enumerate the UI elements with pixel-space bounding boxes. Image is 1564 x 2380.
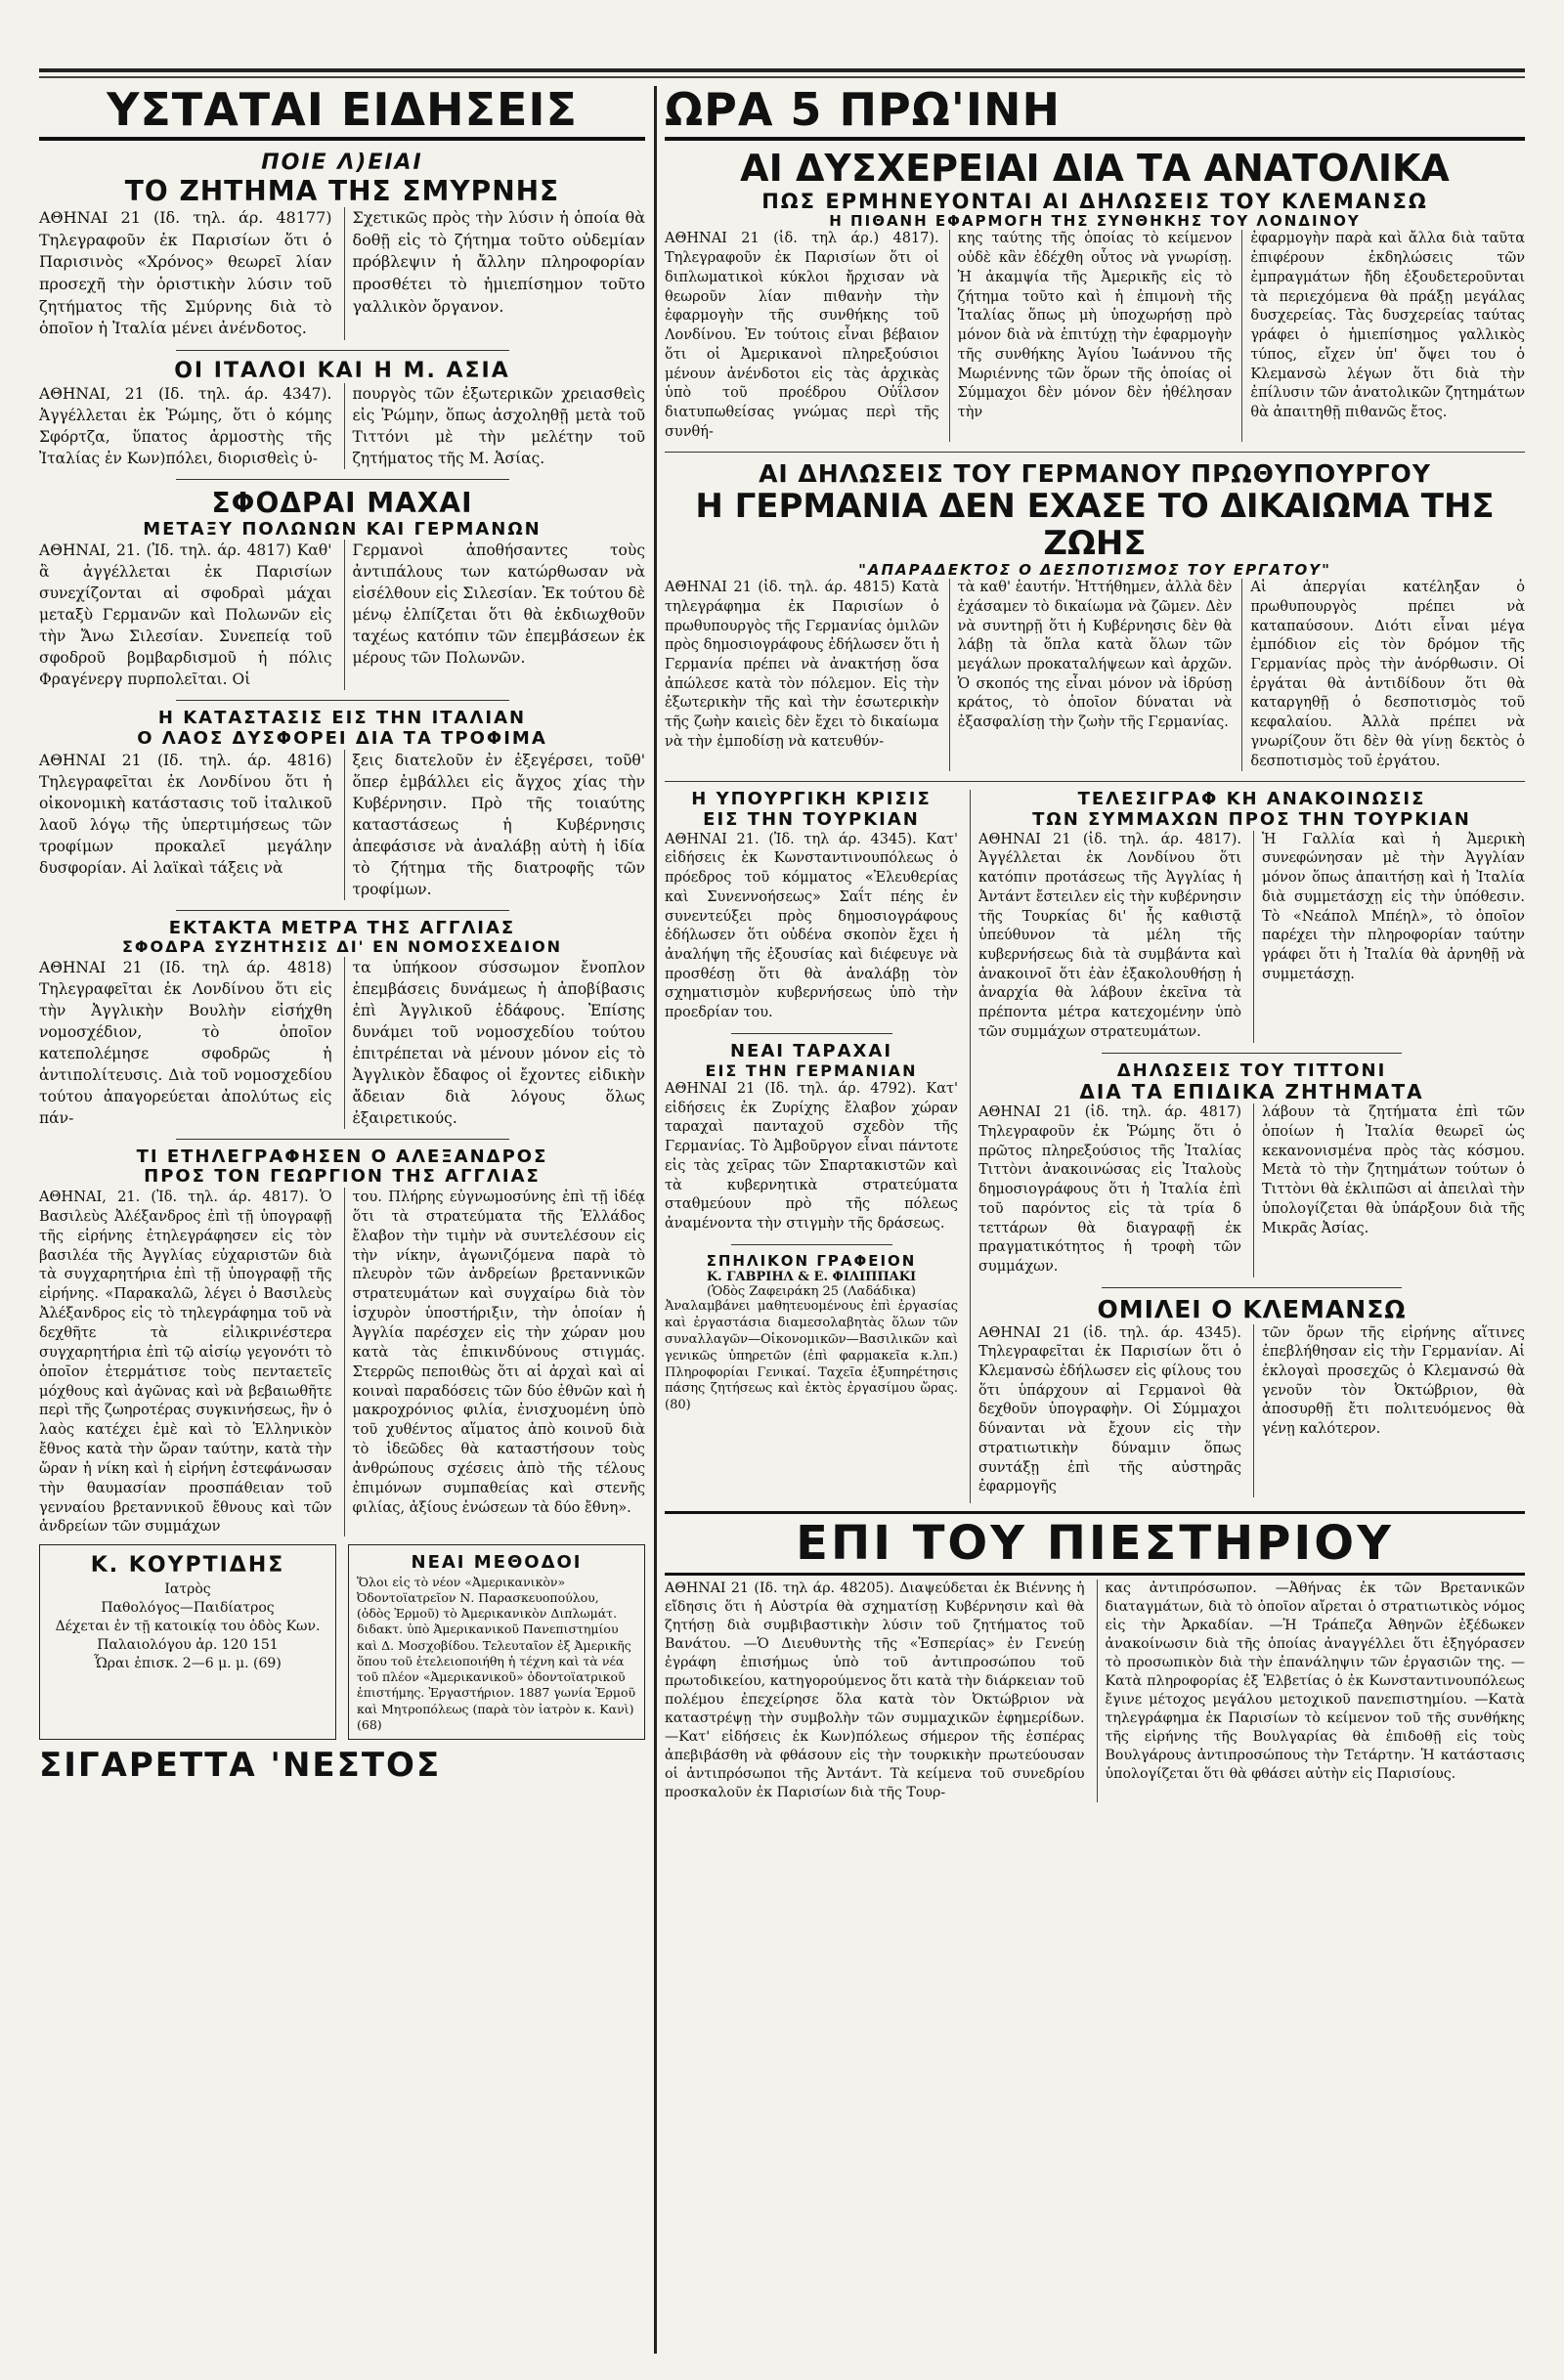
story-anatolika-subhead: ΠΩΣ ΕΡΜΗΝΕΥΟΝΤΑΙ ΑΙ ΔΗΛΩΣΕΙΣ ΤΟΥ ΚΛΕΜΑΝΣΩ xyxy=(761,190,1428,214)
ad-doctor xyxy=(39,1544,336,1740)
story-germany-text-c: Αἱ ἀπεργίαι κατέληξαν ὁ πρωθυπουργὸς πρέπει νὰ καταπαύσουν. Διότι εἶναι μέγα ἐμπόδιον εἰς τὸν δρόμον τῆς Γερμανίας πρὸς τὴν ἀνόρθωσιν. Οἱ ἐργάται θὰ ἀντιδίδουν ὅτι θὰ καταργηθῇ ὁ δεσποτισμὸς τοῦ κεφαλαίου. Ἀλλὰ πρέπει νὰ γνωρίζουν ὅτι δὲν θὰ γίνῃ δεκτὸς ὁ δεσποτισμὸς τοῦ ἐργάτου. xyxy=(1241,579,1525,771)
ad-employment-address: (Ὁδὸς Ζαφειράκη 25 (Λαδάδικα) xyxy=(707,1284,916,1299)
story-aegean xyxy=(39,919,645,1129)
ad-methods-text: Ὅλοι εἰς τὸ νέον «Ἀμερικανικὸν» Ὀδοντοϊατρεῖον Ν. Παρασκευοπούλου, (ὁδὸς Ἑρμοῦ) τὸ Ἀμερικανικὸν Διπλωμάτ. διδακτ. ὑπὸ Ἀμερικανικοῦ Πανεπιστημίου καὶ Δ. Μοσχοβίδου. Τελευταῖον ἐξ Ἀμερικῆς ὅπου τοῦ ἐτελειοποιήθη ἡ τέχνη καὶ τὰ νέα τοῦ πλέον «Ἀμερικανικοῦ» ὀδοντοϊατρικοῦ ἐπιστήμης. Ἐργαστήριον. 1887 γωνία Ἐρμοῦ καὶ Μητροπόλεως (παρὰ τὸν ἰατρὸν κ. Κανὶ) (68) xyxy=(357,1574,636,1732)
story-battles-subhead: ΜΕΤΑΞΥ ΠΟΛΩΝΩΝ ΚΑΙ ΓΕΡΜΑΝΩΝ xyxy=(143,518,542,540)
section-title-5am: ΩΡΑ 5 ΠΡΩ'ΙΝΗ xyxy=(665,86,1525,141)
story-smyrna-headline: ΤΟ ΖΗΤΗΜΑ ΤΗΣ ΣΜΥΡΝΗΣ xyxy=(124,174,560,207)
story-unrest-headline: ΝΕΑΙ ΤΑΡΑΧΑΙ xyxy=(729,1040,893,1061)
story-italy-state-subhead: Ο ΛΑΟΣ ΔΥΣΦΟΡΕΙ ΔΙΑ ΤΑ ΤΡΟΦΙΜΑ xyxy=(137,727,547,749)
ad-employment-text: Ἀναλαμβάνει μαθητευομένους ἐπὶ ἐργασίας καὶ ἐργαστάσια διαμεσολαβητὰς ὅλων τῶν συναλλαγῶν—Οἰκονομικῶν—Βασιλικῶν καὶ γενικῶς ὑπηρετῶν (ἐπὶ φαρμακεῖα κ.λπ.) Πληροφορίαι Γενικαί. Ταχεῖα ἐξυπηρέτησις πάσης ζητήσεως καὶ ἐκτὸς ἐργασίμου ὥρας. (80) xyxy=(665,1299,958,1413)
story-tittoni xyxy=(978,1061,1525,1277)
ad-doctor-hours: Ὧραι ἐπισκ. 2—6 μ. μ. (69) xyxy=(94,1655,282,1671)
story-turkey-crisis-headline: Η ΥΠΟΥΡΓΙΚΗ ΚΡΙΣΙΣ xyxy=(691,789,932,810)
story-smyrna-text-b: Σχετικῶς πρὸς τὴν λύσιν ἡ ὁποία θὰ δοθῇ εἰς τὸ ζήτημα τοῦτο οὐδεμίαν πρόβλεψιν ἡ ἄλλην πληροφορίαν προσθέτει τὸ ἡμιεπίσημον τοῦτο γαλλικὸν ὄργανον. xyxy=(344,207,646,340)
story-press-text-b: κας ἀντιπρόσωπον. —Ἀθήνας ἐκ τῶν Βρετανικῶν διαταγμάτων, διὰ τὸ ὁποῖον αἴρεται ὁ στρατιωτικὸς νόμος εἰς τὴν Ἀρκαδίαν. —Ἡ Τράπεζα Ἀθηνῶν ἐξέδωκεν ἀνακοίνωσιν διὰ τῆς ὁποίας ἀναγγέλλει ὅτι ἐξηγόρασεν τὸ προσωπικὸν διὰ τὴν ἐπανάληψιν τῶν ἐργασιῶν της. —Κατὰ πληροφορίας ἐξ Ἑλβετίας ὁ ἐκ Κωνσταντινουπόλεως ἔγινε μέτοχος μεγάλου μετοχικοῦ πανεπιστημίου. —Κατὰ τηλεγράφημα ἐκ Παρισίων τὸ κείμενον τοῦ τῆς συνθήκης τῆς εἰρήνης τῆς Βουλγαρίας θὰ ἐπιδοθῇ εἰς τοὺς Βουλγάρους ἀντιπροσώπους τὴν Τετάρτην. Ἡ κατάστασις ὑπολογίζεται ὅτι θὰ φθάσει αὐτὴν εἰς Παρισίους. xyxy=(1097,1579,1526,1802)
story-unrest-subhead: ΕΙΣ ΤΗΝ ΓΕΡΜΑΝΙΑΝ xyxy=(705,1060,918,1080)
story-turkey-crisis-subhead: ΕΙΣ ΤΗΝ ΤΟΥΡΚΙΑΝ xyxy=(703,809,920,831)
story-italians-text-b: πουργὸς τῶν ἐξωτερικῶν χρειασθεὶς εἰς Ῥώμην, ὅπως ἀσχοληθῇ μετὰ τοῦ Τιττόνι μὲ τὴν μελέτην τοῦ ζητήματος τῆς Μ. Ἀσίας. xyxy=(344,383,646,469)
story-italy-state-text-b: ξεις διατελοῦν ἐν ἐξεγέρσει, τοῦθ' ὅπερ ἐμβάλλει εἰς ἄγχος χίας τὴν Κυβέρνησιν. Πρὸ τῆς τοιαύτης καταστάσεως ἡ Κυβέρνησις ἀπεφάσισε νὰ ἀναλάβῃ αὐτὴ ἡ ἰδία τὸ ζήτημα τῆς διατροφῆς τῶν τροφίμων. xyxy=(344,750,646,900)
story-alexander xyxy=(39,1147,645,1537)
story-anatolika-headline: ΑΙ ΔΥΣΧΕΡΕΙΑΙ ΔΙΑ ΤΑ ΑΝΑΤΟΛΙΚΑ xyxy=(740,147,1450,191)
story-battles-headline: ΣΦΟΔΡΑΙ ΜΑΧΑΙ xyxy=(211,487,473,520)
story-ultimatum-text-b: Ἡ Γαλλία καὶ ἡ Ἀμερικὴ συνεφώνησαν μὲ τὴν Ἀγγλίαν μόνον ὅπως ἀπαιτήσῃ καὶ ἡ Ἰταλία διὰ συμμετάσχῃ εἰς τὴν ὑπόθεσιν. Τὸ «Νεάπολ Μπέηλ», τὸ ὁποῖον παρέχει τὴν πληροφορίαν ταύτην γράφει ὅτι ἡ Ἰταλία θὰ ἀρνηθῇ νὰ συμμετάσχῃ. xyxy=(1253,831,1525,1043)
story-battles-text-b: Γερμανοὶ ἀποθήσαντες τοὺς ἀντιπάλους των κατώρθωσαν νὰ εἰσέλθουν εἰς Σιλεσίαν. Ἐκ τούτου δὲ μένῳ ἐλπίζεται ὅτι θὰ ἐκδιωχθοῦν ταχέως κατόπιν τῶν ἐπεμβάσεων ἐκ μέρους τῶν Πολωνῶν. xyxy=(344,540,646,690)
story-press xyxy=(665,1511,1525,1802)
story-press-headline: ΕΠΙ ΤΟΥ ΠΙΕΣΤΗΡΙΟΥ xyxy=(665,1511,1525,1576)
divider xyxy=(731,1033,892,1034)
story-aegean-headline: ΕΚΤΑΚΤΑ ΜΕΤΡΑ ΤΗΣ ΑΓΓΛΙΑΣ xyxy=(168,917,516,938)
story-tittoni-subhead: ΔΙΑ ΤΑ ΕΠΙΔΙΚΑ ΖΗΤΗΜΑΤΑ xyxy=(1079,1080,1424,1104)
top-rule-thin xyxy=(39,76,1525,78)
ad-employment-headline: ΣΠΗΛΙΚΟΝ ΓΡΑΦΕΙΟΝ xyxy=(706,1251,917,1270)
story-smyrna-text-a: ΑΘΗΝΑΙ 21 (Ιδ. τηλ. άρ. 48177) Τηλεγραφοῦν ἐκ Παρισίων ὅτι ὁ Παρισινὸς «Χρόνος» θεωρεῖ λίαν προσεχῆ τὴν ὁριστικὴν λύσιν τοῦ ζητήματος τῆς Σμύρνης διὰ τὸ ὁποῖον ἡ Ἰταλία μένει ἀνένδοτος. xyxy=(39,207,332,338)
ad-employment xyxy=(665,1253,958,1414)
ad-doctor-address: Δέχεται ἐν τῇ κατοικίᾳ του ὁδὸς Κων. Παλαιολόγου ἀρ. 120 151 xyxy=(55,1618,321,1653)
story-germany-text-b: τὰ καθ' ἑαυτήν. Ἡττήθημεν, ἀλλὰ δὲν ἐχάσαμεν τὸ δικαίωμα νὰ ζῶμεν. Δὲν νὰ συντηρῇ ὅτι ἡ Κυβέρνησις δὲν θὰ λάβῃ τὰ ὅπλα κατὰ ὅλων τῶν μεγάλων προκαταλήψεων καὶ ἀρχῶν. Ὁ σκοπός της εἶναι μόνον νὰ ἰδρύσῃ κράτος, τὸ ὁποῖον δύναται νὰ ἐξασφαλίσῃ τὴν ζωὴν τῆς Γερμανίας. xyxy=(949,579,1233,771)
story-tittoni-text-a: ΑΘΗΝΑΙ 21 (ἰδ. τηλ. άρ. 4817) Τηλεγραφοῦν ἐκ Ῥώμης ὅτι ὁ πρῶτος πληρεξούσιος τῆς Ἰταλίας Τιττὸνι ἀνακοινώσας εἰς Ἰταλοὺς δημοσιογράφους ὅτι ἡ Ἰταλία ἐπὶ τοῦ παρόντος εἰς τὰ τρία δ τεττάρων θὰ διαγραφῇ ἐκ πραγματικότητος ἡ τροφὴ τῶν συμμάχων. xyxy=(978,1104,1241,1276)
column-divider xyxy=(654,86,657,2354)
story-italy-state xyxy=(39,709,645,899)
story-alexander-subhead: ΠΡΟΣ ΤΟΝ ΓΕΩΡΓΙΟΝ ΤΗΣ ΑΓΓΛΙΑΣ xyxy=(144,1166,541,1188)
story-tittoni-headline: ΔΗΛΩΣΕΙΣ ΤΟΥ ΤΙΤΤΟΝΙ xyxy=(1116,1060,1387,1081)
story-smyrna-kicker: ΠΟΙΕ Λ)ΕΙΑΙ xyxy=(261,151,423,176)
story-italy-state-headline: Η ΚΑΤΑΣΤΑΣΙΣ ΕΙΣ ΤΗΝ ΙΤΑΛΙΑΝ xyxy=(157,708,527,729)
newspaper-page xyxy=(39,68,1525,2356)
story-ultimatum-headline: ΤΕΛΕΣΙΓΡΑΦ ΚΗ ΑΝΑΚΟΙΝΩΣΙΣ xyxy=(1077,789,1426,810)
ads-row xyxy=(39,1544,645,1740)
story-anatolika-text-a: ΑΘΗΝΑΙ 21 (ἰδ. τηλ άρ.) 4817). Τηλεγραφοῦν ἐκ Παρισίων ὅτι οἱ διπλωματικοὶ κύκλοι ἤρχισαν νὰ θεωροῦν λίαν πιθανὴν τὴν ἐφαρμογὴν τῆς συνθήκης τοῦ Λονδίνου. Ἐν τούτοις εἶναι βέβαιον ὅτι οἱ Ἀμερικανοὶ πληρεξούσιοι μένουν ἀνένδοτοι εἰς τὰς ἀρχικὰς ὑπὸ τοῦ προέδρου Οὐΐλσον διατυπωθείσας γνώμας περὶ τῆς συνθή- xyxy=(665,231,939,440)
ad-methods xyxy=(348,1544,645,1740)
divider xyxy=(176,1139,509,1140)
divider xyxy=(176,910,509,911)
story-clemenceau-text-a: ΑΘΗΝΑΙ 21 (ἰδ. τηλ. άρ. 4345). Τηλεγραφεῖται ἐκ Παρισίων ὅτι ὁ Κλεμανσὼ ἐδήλωσεν εἰς φίλους του ὅτι ὑπάρχουν αἱ Γερμανοὶ θὰ δεχθοῦν ὑπογραφὴν. Οἱ Σύμμαχοι δύνανται νὰ ἔχουν εἰς τὴν στρατιωτικὴν δύναμιν ὅπως συντάξῃ ἐπὶ τῆς αὐστηρᾶς ἐφαρμογῆς xyxy=(978,1324,1241,1495)
story-unrest-text: ΑΘΗΝΑΙ 21 (Ιδ. τηλ. άρ. 4792). Κατ' εἰδήσεις ἐκ Ζυρίχης ἔλαβον χώραν ταραχαὶ πανταχοῦ σχεδὸν τῆς Γερμανίας. Τὸ Ἀμβοῦργον εἶναι πάντοτε εἰς τὰς χεῖρας τῶν Σπαρτακιστῶν καὶ τὰ κυβερνητικὰ στρατεύματα σταθμεύουν πρὸ τῆς πόλεως ἀναμένοντα τὴν στιγμὴν τῆς δράσεως. xyxy=(665,1081,958,1233)
story-italians-headline: ΟΙ ΙΤΑΛΟΙ ΚΑΙ Η Μ. ΑΣΙΑ xyxy=(174,359,510,384)
story-aegean-text-b: τα ὑπήκοον σύσσωμον ἔνοπλον ἐπεμβάσεις δυνάμεως ἡ ἀποβίβασις ἐπὶ Ἀγγλικοῦ ἐδάφους. Ἐπίσης δυνάμει τοῦ νομοσχεδίου τούτου ἐπιτρέπεται νὰ μένουν μόνον εἰς τὸ Ἀγγλικὸν ἔδαφος οἱ ἔχοντες εἰδικὴν ἄδειαν διὰ λόγους ὅλως ἐξαιρετικούς. xyxy=(344,957,646,1129)
story-unrest xyxy=(665,1042,958,1234)
top-rule xyxy=(39,68,1525,72)
ad-methods-title: ΝΕΑΙ ΜΕΘΟΔΟΙ xyxy=(411,1552,583,1574)
divider xyxy=(176,479,509,480)
story-anatolika-tagline: Η ΠΙΘΑΝΗ ΕΦΑΡΜΟΓΗ ΤΗΣ ΣΥΝΘΗΚΗΣ ΤΟΥ ΛΟΝΔΙΝΟΥ xyxy=(829,212,1361,231)
story-germany xyxy=(665,460,1525,771)
story-ultimatum xyxy=(978,790,1525,1042)
divider xyxy=(176,350,509,351)
ad-doctor-title: Ιατρὸς xyxy=(164,1580,211,1597)
story-anatolika-text-c: ἐφαρμογὴν παρὰ καὶ ἄλλα διὰ ταῦτα ἐπιφέρουν ἐκδηλώσεις τῶν ἐμπραγμάτων ἤδη ἐξουδετεροῦνται τὰ περιεχόμενα θὰ πράξῃ μεγάλας δυσχερείας. Τὰς δυσχερείας ταύτας γράφει ὁ ἡμιεπίσημος γαλλικὸς τύπος, εἴχεν ὑπ' ὄψει του ὁ Κλεμανσὼ λέγων ὅτι διὰ τὴν ἐπίλυσιν τῶν ἀνατολικῶν ζητημάτων θὰ ἀπαιτηθῇ πιθανῶς ἔτος. xyxy=(1241,230,1525,442)
ad-employment-names: Κ. ΓΑΒΡΙΗΛ & Ε. ΦΙΛΙΠΠΑΚΙ xyxy=(706,1270,917,1284)
story-alexander-text-b: του. Πλήρης εὐγνωμοσύνης ἐπὶ τῇ ἰδέᾳ ὅτι τὰ στρατεύματα τῆς Ἑλλάδος ἔλαβον τὴν τιμὴν νὰ συντελέσουν εἰς τὴν νίκην, ἀγωνιζόμενα παρὰ τὸ πλευρὸν τῶν ἀνδρείων βρεταννικῶν στρατευμάτων καὶ συγχαίρω διὰ τὸν ἰσχυρὸν ὑποστήριξιν, τὴν ὁποίαν ἡ Ἀγγλία παρέσχεν εἰς τὴν χώραν μου κατὰ τὰς ἐπικινδύνους στιγμάς. Στερρῶς πεποιθὼς ὅτι αἱ ἀρχαὶ καὶ αἱ κοιναὶ παραδόσεις τῶν δύο ἐθνῶν καὶ ἡ μακροχρόνιος φιλία, ἐνισχυομένη ὑπὸ τοῦ χυθέντος αἵματος ἀπὸ κοινοῦ διὰ τὸ ἰδεῶδες θὰ καταστήσουν τοὺς ἀνθρώπους σχέσεις ἀπὸ τῆς τέλους ἐπιμόνων συμπαθείας καὶ στενῆς φιλίας, ἀξίους ἐνώσεων τὰ δύο ἔθνη». xyxy=(344,1188,646,1536)
ad-doctor-name: Κ. ΚΟΥΡΤΙΔΗΣ xyxy=(90,1553,285,1579)
story-ultimatum-subhead: ΤΩΝ ΣΥΜΜΑΧΩΝ ΠΡΟΣ ΤΗΝ ΤΟΥΡΚΙΑΝ xyxy=(1032,809,1471,831)
ad-cigarette: ΣΙΓΑΡΕΤΤΑ 'ΝΕΣΤΟΣ xyxy=(39,1746,442,1786)
story-tittoni-text-b: λάβουν τὰ ζητήματα ἐπὶ τῶν ὁποίων ἡ Ἰταλία θεωρεῖ ὡς κεκανονισμένα πρὸς τὰς κόσμου. Μετὰ τὸ τὴν ζητημάτων τούτων ὁ Τιττὸνι θὰ ἐκλιπῶσι αἱ ἀπειλαὶ τὴν ὑπολογίζεται θὰ ὑπάρξουν διὰ τῆς Μικρᾶς Ἀσίας. xyxy=(1253,1103,1525,1277)
story-ultimatum-text-a: ΑΘΗΝΑΙ 21 (ἰδ. τηλ. άρ. 4817). Ἀγγέλλεται ἐκ Λονδίνου ὅτι κατόπιν προτάσεως τῆς Ἀγγλίας ἡ Ἀντάντ ἔστειλεν εἰς τὴν κυβέρνησιν τῆς Τουρκίας δι' ἧς καθιστᾷ ὑπεύθυνον τὰ μέλη τῆς κυβερνήσεως διὰ τὰ συμβάντα καὶ ἀνακοινοῖ ὅτι ἐὰν ἐξακολουθήσῃ ἡ ἀναρχία θὰ λάβουν ἐκεῖνα τὰ πρέποντα μέτρα κατεχομένην ὑπὸ τῶν συμμάχων στρατευμάτων. xyxy=(978,831,1241,1040)
divider xyxy=(665,452,1525,453)
story-alexander-text-a: ΑΘΗΝΑΙ, 21. (Ἰδ. τηλ. άρ. 4817). Ὁ Βασιλεὺς Ἀλέξανδρος ἐπὶ τῇ ὑπογραφῇ τῆς εἰρήνης ἐτηλεγράφησεν εἰς τὸν βασιλέα τῆς Ἀγγλίας εὐχαριστῶν διὰ τὰ συγχαρητήρια ἐπὶ τῇ ὑπογραφῇ τῆς εἰρήνης. «Παρακαλῶ, λέγει ὁ Βασιλεὺς Ἀλέξανδρος εἰς τὸ τηλεγράφημα τοῦ νὰ δεχθῆτε τὰ εἰλικρινέστερα συγχαρητήρια ἐπὶ τῷ αἰσίῳ γεγονότι τὸ ὁποῖον ἐτερμάτισε τοὺς πενταετεῖς μόχθους καὶ ἀγῶνας καὶ νὰ βεβαιωθῆτε περὶ τῆς ζωηροτέρας συγκινήσεως, ἣν ὁ λαὸς κατέχει ἐμὲ καὶ τὸ Ἑλληνικὸν ἔθνος κατὰ τὴν ὥραν ταύτην, κατὰ τὴν ὥραν ἡ νίκη καὶ ἡ εἰρήνη ἐστεφάνωσαν τὴν θαυμασίαν προσπάθειαν τοῦ γενναίου βρεταννικοῦ ἔθνους καὶ τῶν ἀνδρείων τῶν συμμάχων xyxy=(39,1189,332,1536)
story-turkey-crisis xyxy=(665,790,958,1023)
story-turkey-crisis-text: ΑΘΗΝΑΙ 21. (Ἰδ. τηλ άρ. 4345). Κατ' εἰδήσεις ἐκ Κωνσταντινουπόλεως ὁ πρόεδρος τοῦ κόμματος «Ἐλευθερίας καὶ Συνεννοήσεως» Σαΐτ πέης ἐν συνεντεύξει πρὸς δημοσιογράφους ἐδήλωσεν ὅτι οὐδένα σκοπὸν ἔχει ἡ ἀναλήψη τῆς ἐξουσίας καὶ διέφευγε νὰ προσθέσῃ ὅτι θὰ ἀναλάβῃ τὸν σχηματισμὸν κυβερνήσεως ὑπὸ τὴν προεδρίαν του. xyxy=(665,831,958,1021)
divider xyxy=(1102,1053,1402,1054)
story-aegean-text-a: ΑΘΗΝΑΙ 21 (Ιδ. τηλ άρ. 4818) Τηλεγραφεῖται ἐκ Λονδίνου ὅτι εἰς τὴν Ἀγγλικὴν Βουλὴν εἰσήχθη νομοσχέδιον, τὸ ὁποῖον κατεπολέμησε σφοδρῶς ἡ ἀντιπολίτευσις. Διὰ τοῦ νομοσχεδίου τούτου ἀπαγορεύεται ἀπολύτως εἰς πάν- xyxy=(39,958,332,1127)
left-column xyxy=(39,83,645,1786)
story-anatolika-text-b: κης ταύτης τῆς ὁποίας τὸ κείμενον οὐδὲ κἂν ἐδέχθη οὗτος νὰ γνωρίσῃ. Ἡ ἀκαμψία τῆς Ἀμερικῆς εἰς τὸ ζήτημα τοῦτο καὶ ἡ ἐπιμονὴ τῆς Ἰταλίας ὅπως μὴ ὑποχωρήσῃ πρὸ μόνον διὰ νὰ ἐπιτύχῃ τὴν ἐφαρμογὴν τῆς συνθήκης Ἁγίου Ἰωάννου τῆς Μωριέννης τῶν ὅρων τῆς ὁποίας οἱ Σύμμαχοι δὲν μόνον δὲν ἠθέλησαν τὴν xyxy=(949,230,1233,442)
story-clemenceau xyxy=(978,1296,1525,1497)
ad-doctor-specialty: Παθολόγος—Παιδίατρος xyxy=(101,1599,275,1616)
story-aegean-subhead: ΣΦΟΔΡΑ ΣΥΖΗΤΗΣΙΣ ΔΙ' ΕΝ ΝΟΜΟΣΧΕΔΙΟΝ xyxy=(121,937,563,957)
right-wide-column xyxy=(970,790,1525,1503)
story-battles-text-a: ΑΘΗΝΑΙ, 21. (Ἰδ. τηλ. άρ. 4817) Καθ' ἃ ἀγγέλλεται ἐκ Παρισίων συνεχίζονται αἱ σφοδραὶ μάχαι μεταξὺ Γερμανῶν καὶ Πολωνῶν εἰς τὴν Ἄνω Σιλεσίαν. Συνεπείᾳ τοῦ σφοδροῦ βομβαρδισμοῦ ἡ πόλις Φραγένεργ πυρπολεῖται. Οἱ xyxy=(39,541,332,689)
divider xyxy=(1102,1287,1402,1288)
story-germany-headline: Η ΓΕΡΜΑΝΙΑ ΔΕΝ ΕΧΑΣΕ ΤΟ ΔΙΚΑΙΩΜΑ ΤΗΣ ΖΩΗΣ xyxy=(695,487,1495,563)
story-battles xyxy=(39,488,645,690)
divider xyxy=(176,700,509,701)
story-clemenceau-text-b: τῶν ὅρων τῆς εἰρήνης αἵτινες ἐπεβλήθησαν εἰς τὴν Γερμανίαν. Αἱ ἐκλογαὶ προσεχῶς ὁ Κλεμανσώ θὰ γενοῦν τὸν Ὀκτώβριον, θὰ ἀποσυρθῇ ἔτι πολιτευόμενος θὰ γένῃ καλότερον. xyxy=(1253,1324,1525,1497)
divider xyxy=(731,1244,892,1245)
story-italians xyxy=(39,359,645,469)
story-clemenceau-headline: ΟΜΙΛΕΙ Ο ΚΛΕΜΑΝΣΩ xyxy=(1097,1294,1407,1323)
lower-right-area xyxy=(665,790,1525,1503)
story-alexander-headline: ΤΙ ΕΤΗΛΕΓΡΑΦΗΣΕΝ Ο ΑΛΕΞΑΝΔΡΟΣ xyxy=(136,1146,548,1167)
right-narrow-column xyxy=(665,790,958,1503)
story-italians-text-a: ΑΘΗΝΑΙ, 21 (Ιδ. τηλ. άρ. 4347). Ἀγγέλλεται ἐκ Ῥώμης, ὅτι ὁ κόμης Σφόρτζα, ὕπατος ἁρμοστὴς τῆς Ἰταλίας ἐν Κων)πόλει, διορισθεὶς ὑ- xyxy=(39,385,332,468)
story-germany-kicker: ΑΙ ΔΗΛΩΣΕΙΣ ΤΟΥ ΓΕΡΜΑΝΟΥ ΠΡΩΘΥΠΟΥΡΓΟΥ xyxy=(759,459,1431,489)
story-smyrna xyxy=(39,151,645,340)
story-italy-state-text-a: ΑΘΗΝΑΙ 21 (Ιδ. τηλ. άρ. 4816) Τηλεγραφεῖται ἐκ Λονδίνου ὅτι ἡ οἰκονομικὴ κατάστασις τοῦ ἰταλικοῦ λαοῦ λόγῳ τῆς ὑπερτιμήσεως τῶν τροφίμων προκαλεῖ μεγάλην δυσφορίαν. Αἱ λαϊκαὶ τάξεις νὰ xyxy=(39,751,332,877)
section-title-latest-news: ΥΣΤΑΤΑΙ ΕΙΔΗΣΕΙΣ xyxy=(39,86,645,141)
story-anatolika xyxy=(665,149,1525,442)
divider xyxy=(665,781,1525,782)
story-germany-tagline: "ΑΠΑΡΑΔΕΚΤΟΣ Ο ΔΕΣΠΟΤΙΣΜΟΣ ΤΟΥ ΕΡΓΑΤΟΥ" xyxy=(858,560,1331,579)
story-press-text-a: ΑΘΗΝΑΙ 21 (Ιδ. τηλ άρ. 48205). Διαψεύδεται ἐκ Βιέννης ἡ εἴδησις ὅτι ἡ Αὐστρία θὰ σχηματίσῃ Κυβέρνησιν καὶ θὰ ζητήσῃ διὰ συμβιβαστικὴν λύσιν τοῦ ζητήματος τοῦ Βανάτου. —Ὁ Διευθυντὴς τῆς «Ἑσπερίας» ἐν Γενεύῃ ἐγράφη ἐπισήμως ὑπὸ τοῦ ἀντιπροσώπου τοῦ πρωτοδικείου, κατηγορούμενος ὅτι κατὰ τὴν διάρκειαν τοῦ πολέμου ἐπεχείρησε ὅλα κατὰ τὸν Ὀκτώβριον νὰ καταστρέψῃ τὴν συμβολὴν τῶν συμμαχικῶν ἐφημερίδων. —Κατ' εἰδήσεις ἐκ Κων)πόλεως σήμερον τῆς ἐσπέρας ἀπεβιβάσθη νὰ φθάσουν εἰς τὴν τουρκικὴν πρωτεύουσαν οἱ ἀντιπρόσωποι τῆς Ἀντάντ. Τὰ κείμενα τοῦ συνεδρίου προσκαλοῦν ἐκ Παρισίων διὰ τῆς Τουρ- xyxy=(665,1580,1085,1801)
story-germany-text-a: ΑΘΗΝΑΙ 21 (ἰδ. τηλ. άρ. 4815) Κατὰ τηλεγράφημα ἐκ Παρισίων ὁ πρωθυπουργὸς τῆς Γερμανίας ὁμιλῶν πρὸς δημοσιογράφους ἐδήλωσεν ὅτι ἡ Γερμανία πρέπει νὰ ἀνακτήσῃ ὅσα ἀπώλεσε κατὰ τὸν πόλεμον. Εἰς τὴν ἐξωτερικὴν τῆς καὶ τὴν ἐσωτερικὴν τῆς ζωὴν καιεὶς δὲν ἔχει τὸ δικαίωμα νὰ τὴν ἐμποδίσῃ νὰ κατευθύν- xyxy=(665,580,939,750)
right-column xyxy=(665,83,1526,1808)
